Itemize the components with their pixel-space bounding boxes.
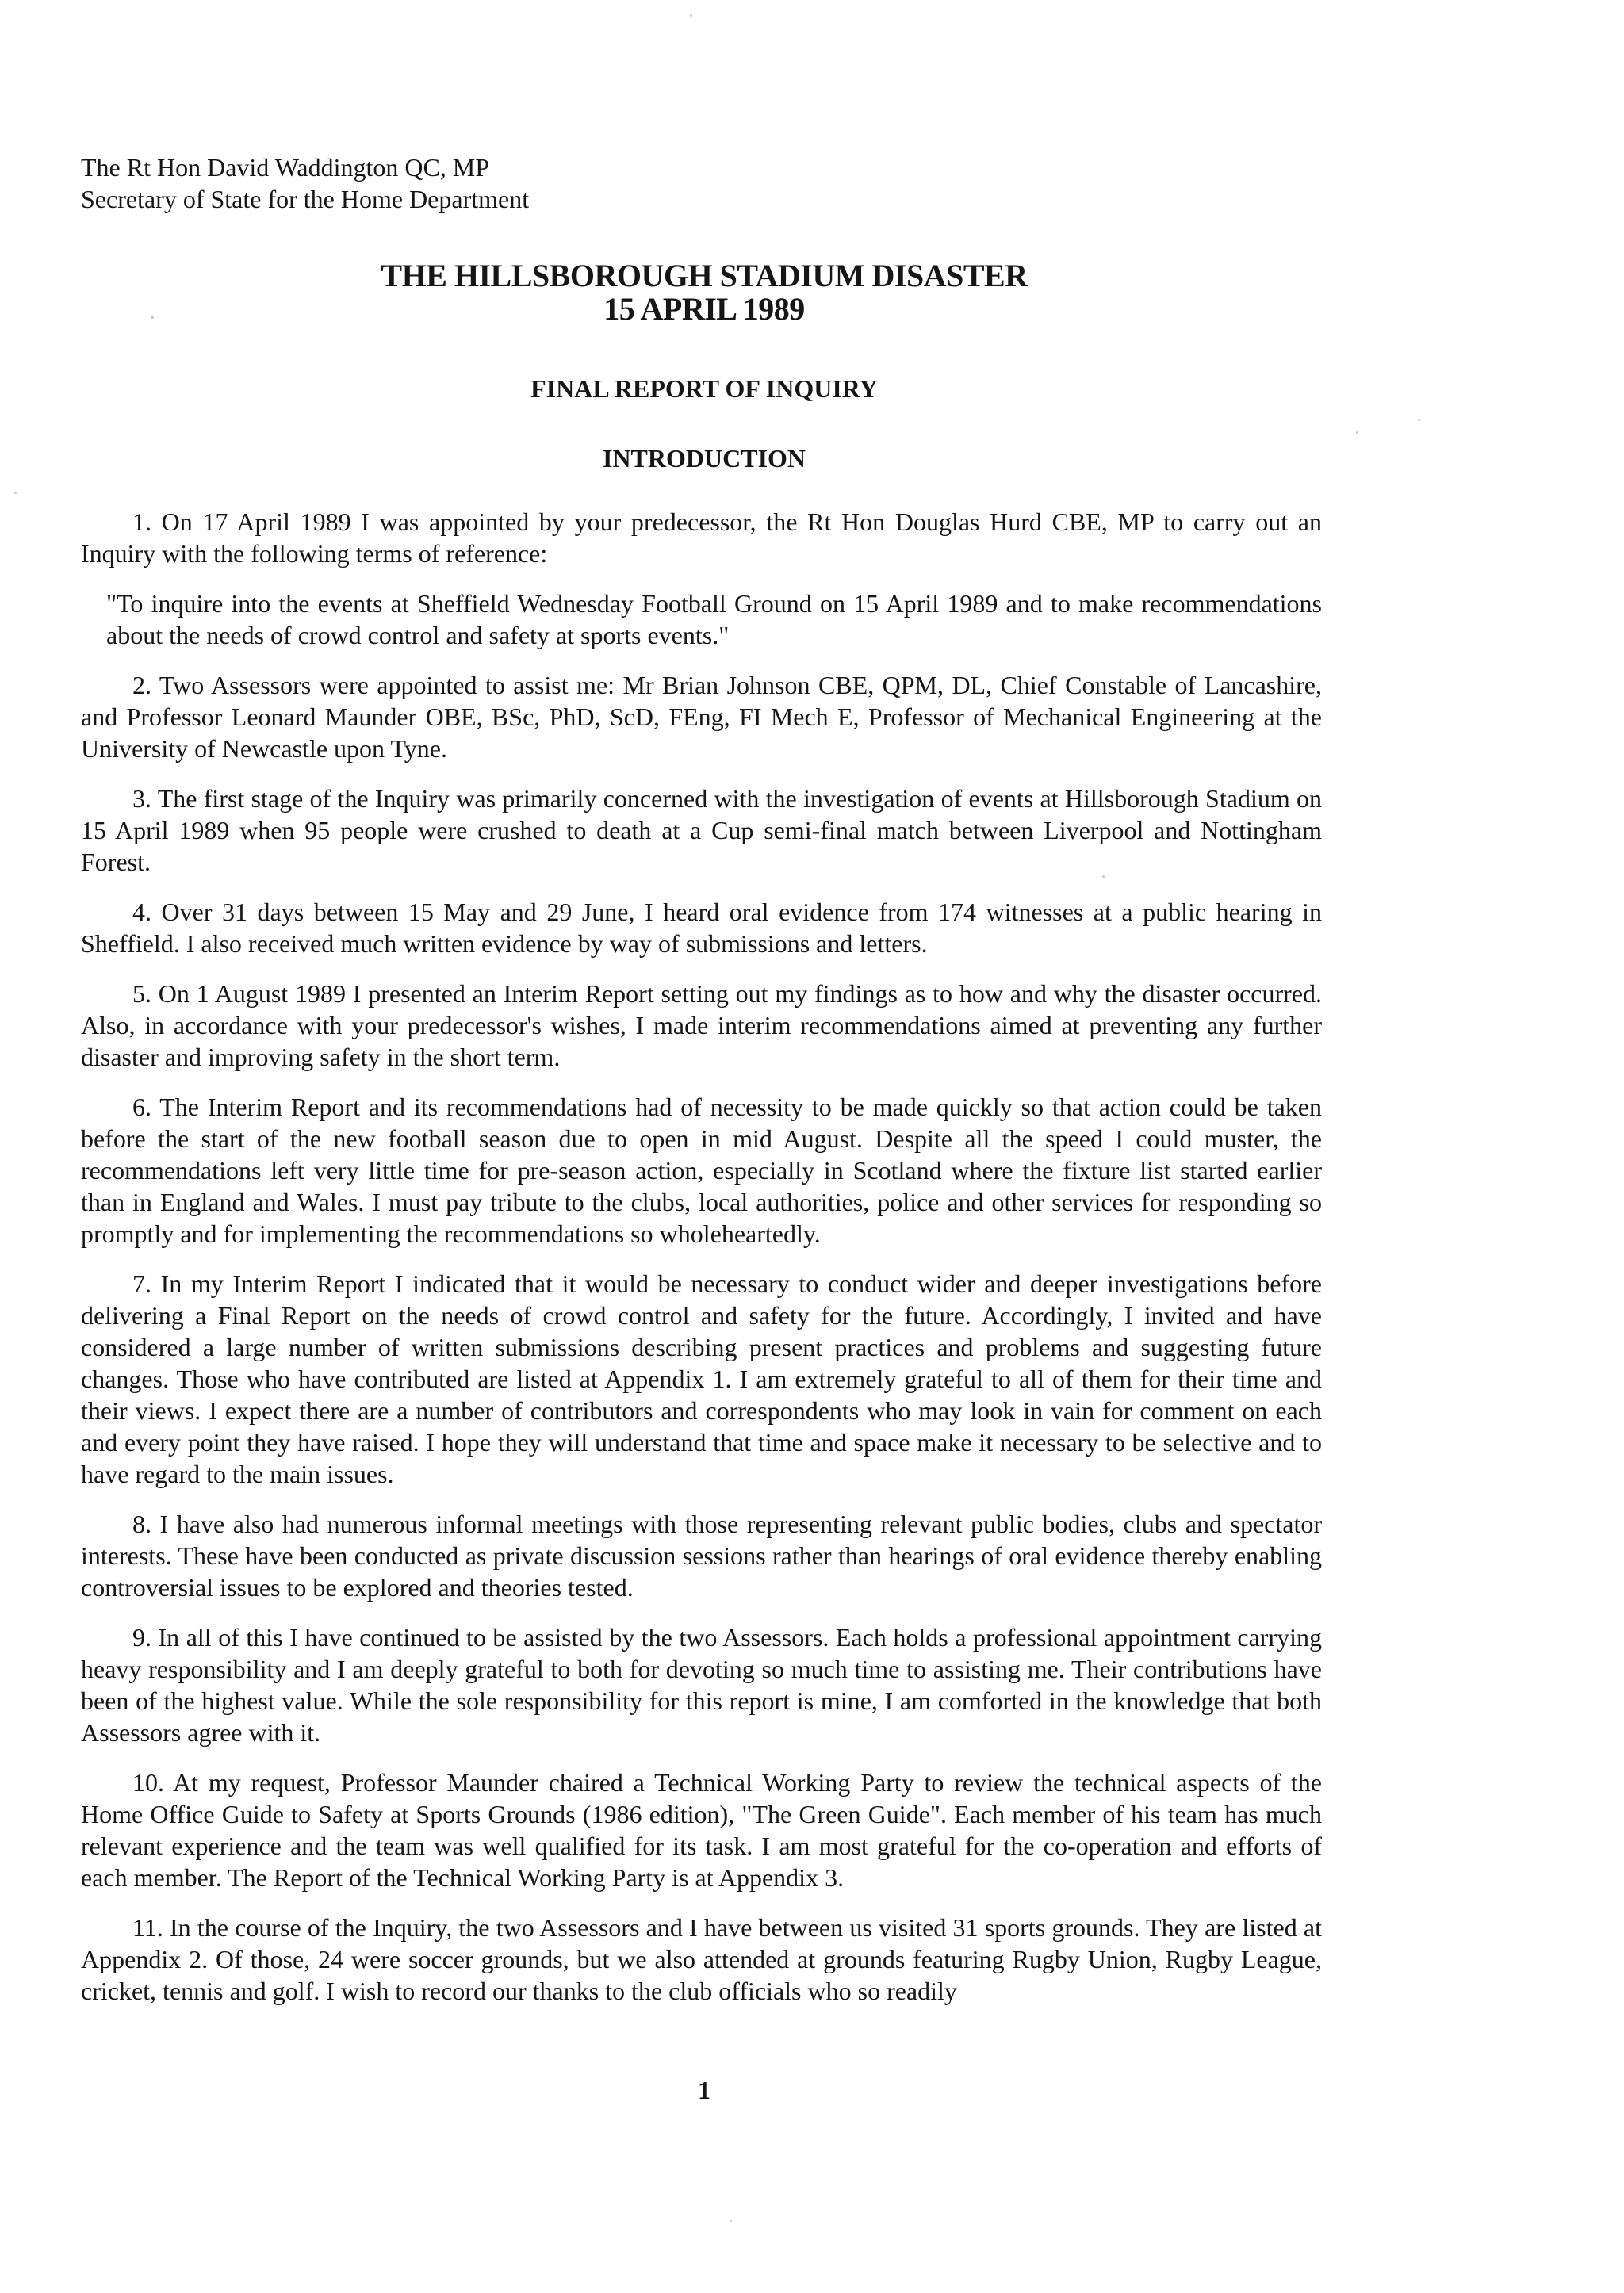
scan-speck (14, 492, 17, 494)
paragraph-9: 9. In all of this I have continued to be assisted by the two Assessors. Each holds a professional appointment carrying heavy responsibility and I am deeply grateful to both for devoting so much time to assisting me. Their contributions have been of the highest value. While the sole responsibility for this report is mine, I am comforted in the knowledge that both Assessors agree with it. (81, 1623, 1322, 1747)
page-number: 1 (698, 2076, 710, 2104)
paragraph-3: 3. The first stage of the Inquiry was primarily concerned with the investigation of events at Hillsborough Stadium on 15 April 1989 when 95 people were crushed to death at a Cup semi-final match between Liverpool and Nottingham Forest. (81, 784, 1322, 876)
paragraph-1: 1. On 17 April 1989 I was appointed by your predecessor, the Rt Hon Douglas Hurd CBE, MP to carry out an Inquiry with the following terms of reference: (81, 507, 1322, 568)
addressee-position: Secretary of State for the Home Department (81, 185, 530, 213)
paragraph-11: 11. In the course of the Inquiry, the two Assessors and I have between us visited 31 sports grounds. They are listed at Appendix 2. Of those, 24 were soccer grounds, but we also attended at grounds featuring Rugby Union, Rugby League, cricket, tennis and golf. I wish to record our thanks to the club officials who so readily (81, 1913, 1322, 2005)
addressee-block (81, 151, 529, 215)
section-heading: INTRODUCTION (602, 444, 806, 473)
paragraph-6: 6. The Interim Report and its recommendations had of necessity to be made quickly so that action could be taken before the start of the new football season due to open in mid August. Despite all the speed I could muster, the recommendations left very little time for pre-season action, especially in Scotland where the fixture list started earlier than in England and Wales. I must pay tribute to the clubs, local authorities, police and other services for responding so promptly and for implementing the recommendations so wholeheartedly. (81, 1093, 1322, 1248)
report-title-line-2: 15 APRIL 1989 (603, 291, 805, 327)
paragraph-4: 4. Over 31 days between 15 May and 29 June, I heard oral evidence from 174 witnesses at a public hearing in Sheffield. I also received much written evidence by way of submissions and letters. (81, 898, 1322, 958)
addressee-name: The Rt Hon David Waddington QC, MP (81, 153, 490, 182)
paragraph-8: 8. I have also had numerous informal meetings with those representing relevant public bodies, clubs and spectator interests. These have been conducted as private discussion sessions rather than hearings of oral evidence thereby enabling controversial issues to be explored and theories tested. (81, 1510, 1322, 1602)
report-title-line-1: THE HILLSBOROUGH STADIUM DISASTER (381, 258, 1028, 293)
scan-speck (690, 14, 692, 17)
paragraph-2: 2. Two Assessors were appointed to assist me: Mr Brian Johnson CBE, QPM, DL, Chief Constable of Lancashire, and Professor Leonard Maunder OBE, BSc, PhD, ScD, FEng, FI Mech E, Professor of Mechanical Engineering at the University of Newcastle upon Tyne. (81, 671, 1322, 763)
report-heading: FINAL REPORT OF INQUIRY (530, 374, 878, 403)
scan-speck (1356, 431, 1358, 434)
scan-speck (1102, 875, 1105, 878)
paragraph-10: 10. At my request, Professor Maunder chaired a Technical Working Party to review the technical aspects of the Home Office Guide to Safety at Sports Grounds (1986 edition), "The Green Guide". Each member of his team has much relevant experience and the team was well qualified for its task. I am most grateful for the co-operation and efforts of each member. The Report of the Technical Working Party is at Appendix 3. (81, 1768, 1322, 1892)
paragraph-5: 5. On 1 August 1989 I presented an Interim Report setting out my findings as to how and why the disaster occurred. Also, in accordance with your predecessor's wishes, I made interim recommendations aimed at preventing any further disaster and improving safety in the short term. (81, 979, 1322, 1071)
scan-speck (151, 316, 154, 319)
paragraph-7: 7. In my Interim Report I indicated that it would be necessary to conduct wider and deeper investigations before delivering a Final Report on the needs of crowd control and safety for the future. Accordingly, I invited and have considered a large number of written submissions describing present practices and problems and suggesting future changes. Those who have contributed are listed at Appendix 1. I am extremely grateful to all of them for their time and their views. I expect there are a number of contributors and correspondents who may look in vain for comment on each and every point they have raised. I hope they will understand that time and space make it necessary to be selective and to have regard to the main issues. (81, 1269, 1322, 1488)
scan-speck (1418, 419, 1420, 421)
report-title (0, 259, 1408, 326)
terms-of-reference-quote: "To inquire into the events at Sheffield Wednesday Football Ground on 15 April 1989 and to make recommendations about the needs of crowd control and safety at sports events." (106, 589, 1322, 649)
body-text (81, 506, 1322, 2025)
scan-speck (730, 2220, 732, 2222)
